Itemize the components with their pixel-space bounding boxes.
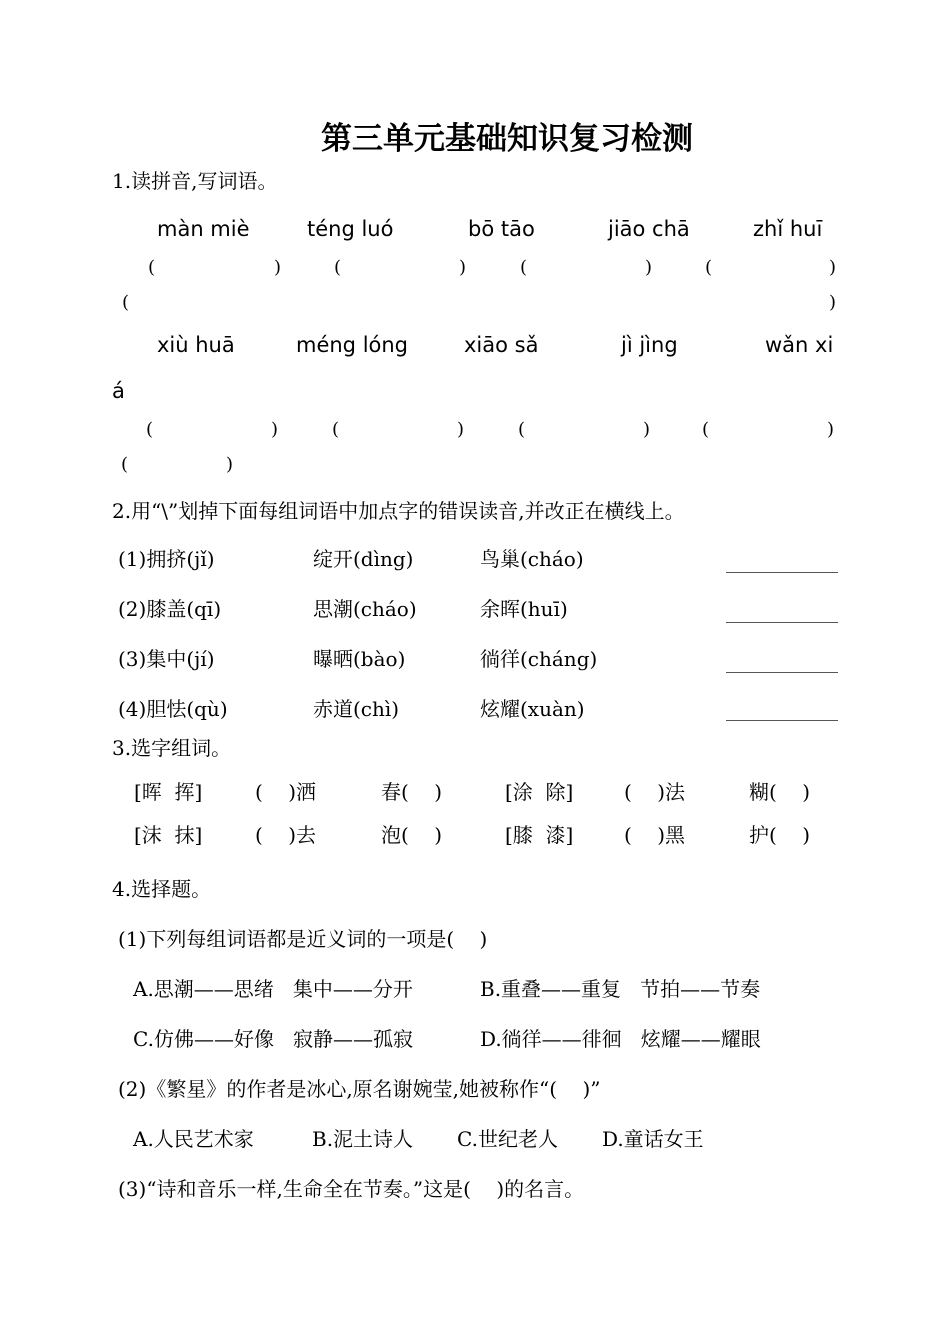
q4-option-d[interactable]: D.童话女王 bbox=[602, 1127, 704, 1151]
pinyin-8: xiāo sǎ bbox=[464, 333, 539, 357]
pinyin-1: màn miè bbox=[157, 217, 250, 241]
q2-item: 鸟巢(cháo) bbox=[480, 547, 584, 571]
q3-blank[interactable]: 春( ) bbox=[381, 780, 443, 804]
answer-line[interactable] bbox=[726, 672, 838, 673]
q4-option-b[interactable]: B.重叠——重复 节拍——节奏 bbox=[480, 977, 761, 1001]
q2-item: 徜徉(cháng) bbox=[480, 647, 598, 671]
answer-paren-close: ) bbox=[457, 419, 465, 440]
pinyin-4: jiāo chā bbox=[608, 217, 690, 241]
answer-paren-close: ) bbox=[274, 257, 282, 278]
answer-paren-close: ) bbox=[645, 257, 653, 278]
answer-paren-open[interactable]: ( bbox=[148, 257, 156, 278]
q4-option-a[interactable]: A.人民艺术家 bbox=[133, 1127, 254, 1151]
q3-blank[interactable]: ( )黑 bbox=[624, 823, 686, 847]
answer-line[interactable] bbox=[726, 622, 838, 623]
q2-item: 余晖(huī) bbox=[480, 597, 568, 621]
q2-item: (1)拥挤(jǐ) bbox=[118, 547, 215, 571]
q4-option-b[interactable]: B.泥土诗人 bbox=[312, 1127, 414, 1151]
pinyin-9: jì jìng bbox=[621, 333, 678, 357]
q4-heading: 4.选择题。 bbox=[112, 877, 212, 901]
q3-char-pair: [沫 抹] bbox=[134, 823, 203, 847]
q4-option-c[interactable]: C.仿佛——好像 寂静——孤寂 bbox=[133, 1027, 414, 1051]
q1-heading: 1.读拼音,写词语。 bbox=[112, 169, 278, 193]
answer-paren-close: ) bbox=[226, 454, 234, 475]
answer-paren-open[interactable]: ( bbox=[705, 257, 713, 278]
answer-paren-open[interactable]: ( bbox=[702, 419, 710, 440]
q3-blank[interactable]: 护( ) bbox=[749, 823, 811, 847]
answer-paren-open[interactable]: ( bbox=[520, 257, 528, 278]
answer-paren-close: ) bbox=[829, 257, 837, 278]
q3-char-pair: [膝 漆] bbox=[505, 823, 574, 847]
q3-blank[interactable]: ( )洒 bbox=[255, 780, 317, 804]
pinyin-6: xiù huā bbox=[157, 333, 235, 357]
q3-char-pair: [晖 挥] bbox=[134, 780, 203, 804]
answer-paren-close: ) bbox=[459, 257, 467, 278]
q2-heading: 2.用“\”划掉下面每组词语中加点字的错误读音,并改正在横线上。 bbox=[112, 499, 685, 523]
q3-blank[interactable]: ( )法 bbox=[624, 780, 686, 804]
q3-char-pair: [涂 除] bbox=[505, 780, 574, 804]
q3-heading: 3.选字组词。 bbox=[112, 736, 232, 760]
q2-item: 思潮(cháo) bbox=[313, 597, 417, 621]
q4-option-a[interactable]: A.思潮——思绪 集中——分开 bbox=[133, 977, 413, 1001]
answer-paren-open[interactable]: ( bbox=[146, 419, 154, 440]
q3-blank[interactable]: ( )去 bbox=[255, 823, 317, 847]
page-title: 第三单元基础知识复习检测 bbox=[321, 121, 693, 157]
q4-subquestion-2: (2)《繁星》的作者是冰心,原名谢婉莹,她被称作“( )” bbox=[118, 1077, 601, 1101]
answer-paren-close: ) bbox=[643, 419, 651, 440]
pinyin-5: zhǐ huī bbox=[753, 217, 823, 241]
q2-item: 炫耀(xuàn) bbox=[480, 697, 585, 721]
q4-option-c[interactable]: C.世纪老人 bbox=[457, 1127, 558, 1151]
pinyin-10: wǎn xi bbox=[765, 333, 834, 357]
answer-line[interactable] bbox=[726, 572, 838, 573]
q4-option-d[interactable]: D.徜徉——徘徊 炫耀——耀眼 bbox=[480, 1027, 761, 1051]
answer-paren-close: ) bbox=[271, 419, 279, 440]
q2-item: (3)集中(jí) bbox=[118, 647, 215, 671]
q2-item: (2)膝盖(qī) bbox=[118, 597, 222, 621]
q3-blank[interactable]: 泡( ) bbox=[381, 823, 443, 847]
q2-item: 绽开(dìng) bbox=[313, 547, 414, 571]
answer-paren-close: ) bbox=[829, 292, 837, 313]
pinyin-10-wrap: á bbox=[112, 379, 125, 403]
answer-paren-open[interactable]: ( bbox=[121, 454, 129, 475]
q2-item: 赤道(chì) bbox=[313, 697, 400, 721]
pinyin-7: méng lóng bbox=[296, 333, 409, 357]
q2-item: (4)胆怯(qù) bbox=[118, 697, 228, 721]
q2-item: 曝晒(bào) bbox=[313, 647, 406, 671]
answer-paren-open[interactable]: ( bbox=[518, 419, 526, 440]
answer-paren-close: ) bbox=[827, 419, 835, 440]
q4-subquestion-3: (3)“诗和音乐一样,生命全在节奏。”这是( )的名言。 bbox=[118, 1177, 585, 1201]
pinyin-3: bō tāo bbox=[468, 217, 535, 241]
answer-line[interactable] bbox=[726, 720, 838, 721]
pinyin-2: téng luó bbox=[307, 217, 394, 241]
answer-paren-open[interactable]: ( bbox=[122, 292, 130, 313]
q4-subquestion-1: (1)下列每组词语都是近义词的一项是( ) bbox=[118, 927, 488, 951]
answer-paren-open[interactable]: ( bbox=[332, 419, 340, 440]
q3-blank[interactable]: 糊( ) bbox=[749, 780, 811, 804]
answer-paren-open[interactable]: ( bbox=[334, 257, 342, 278]
